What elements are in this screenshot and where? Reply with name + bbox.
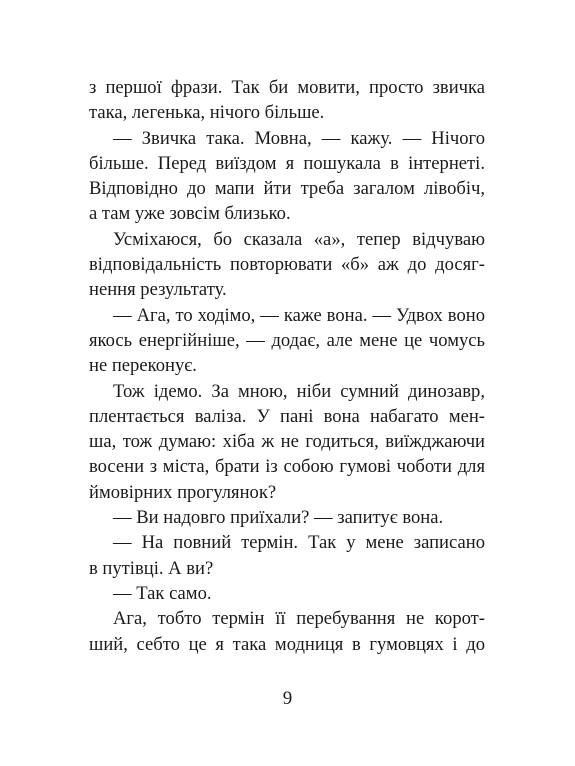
text-line: відповідальність повторювати «б» аж до досяг- <box>89 254 485 276</box>
text-line: якось енергійніше, — додає, але мене це чомусь <box>89 329 485 351</box>
page-number: 9 <box>282 688 293 709</box>
text-line: в путівці. А ви? <box>89 557 214 579</box>
text-line: — Ага, то ходімо, — каже вона. — Удвох воно <box>113 304 485 326</box>
text-line: не переконує. <box>89 355 197 377</box>
text-line: Усміхаюся, бо сказала «а», тепер відчуваю <box>113 228 485 250</box>
text-line: більше. Перед виїздом я пошукала в інтернеті. <box>89 152 485 174</box>
text-line: ша, тож думаю: хіба ж не годиться, виїжджаючи <box>89 431 485 453</box>
text-line: плентається валіза. У пані вона набагато мен- <box>89 405 485 427</box>
text-line: Відповідно до мапи йти треба загалом лівобіч, <box>89 178 485 200</box>
text-line: Тож ідемо. За мною, ніби сумний динозавр, <box>113 380 485 402</box>
text-line: ший, себто це я така модниця в гумовцях і до <box>89 633 485 655</box>
text-line: — Звичка така. Мовна, — кажу. — Нічого <box>113 127 485 149</box>
text-line: — Так само. <box>113 582 212 604</box>
text-line: нення результату. <box>89 279 227 301</box>
text-line: — Ви надовго приїхали? — запитує вона. <box>113 507 444 529</box>
text-line: восени з міста, брати із собою гумові чоботи для <box>89 456 485 478</box>
text-line: Ага, тобто термін її перебування не корот- <box>113 608 485 630</box>
text-line: така, легенька, нічого більше. <box>89 102 325 124</box>
text-line: — На повний термін. Так у мене записано <box>113 532 485 554</box>
text-line: а там уже зовсім близько. <box>89 203 291 225</box>
text-line: ймовірних прогулянок? <box>89 481 277 503</box>
text-line: з першої фрази. Так би мовити, просто звичка <box>89 77 485 98</box>
body-text <box>89 75 485 657</box>
